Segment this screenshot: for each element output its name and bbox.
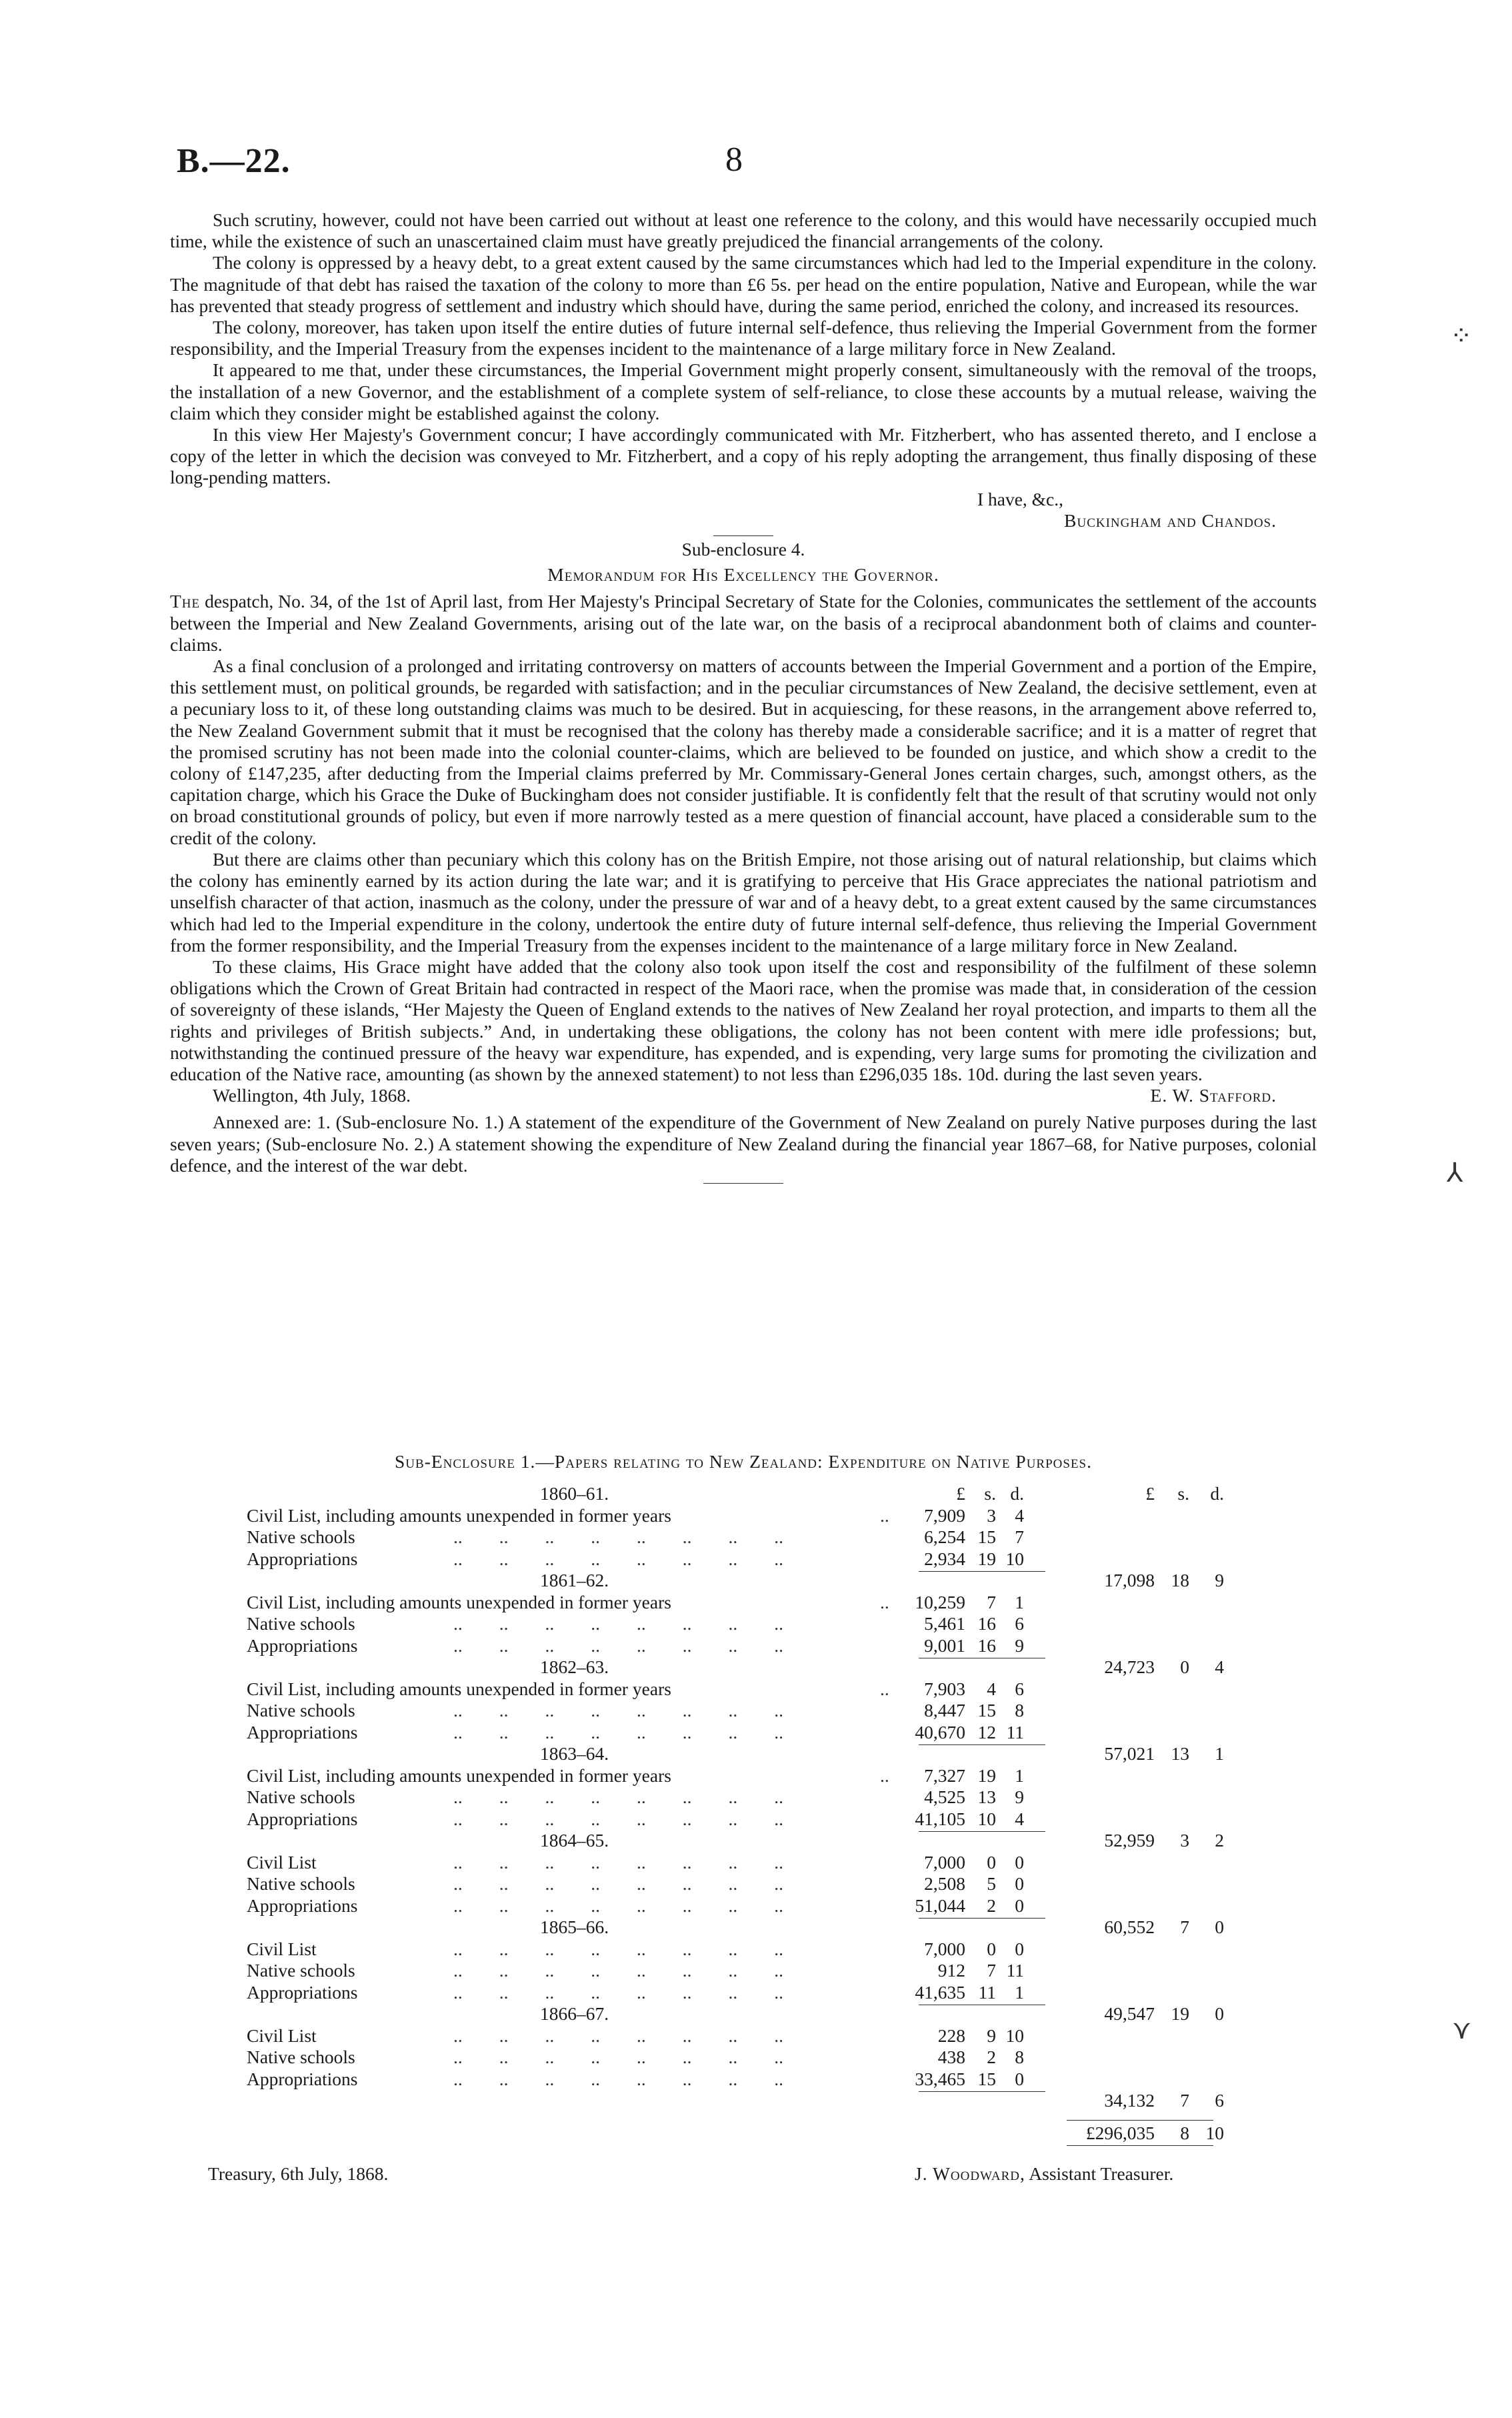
pounds-value: 8,447 xyxy=(924,1700,965,1720)
pounds-value: 41,105 xyxy=(915,1808,965,1829)
pence-value: 10 xyxy=(1005,1548,1024,1569)
row-label: Appropriations xyxy=(247,1548,358,1569)
shillings-value: s. xyxy=(984,1483,996,1504)
document-reference: B.—22. xyxy=(177,142,291,180)
memo-title: Memorandum for His Excellency the Governor. xyxy=(547,564,939,585)
year-heading: 1865–66. xyxy=(540,1917,609,1937)
leader-dots: .. xyxy=(880,1591,889,1612)
table-row xyxy=(247,2047,1260,2069)
pence-value: 11 xyxy=(1006,1721,1024,1742)
row-label: Civil List, including amounts unexpended in former years xyxy=(247,1504,671,1526)
pence-value: 9 xyxy=(1015,1786,1024,1807)
table-row xyxy=(247,1526,1260,1548)
letter-body xyxy=(170,209,1317,1192)
footer-place-date: Treasury, 6th July, 1868. xyxy=(208,2163,389,2184)
row-label: Appropriations xyxy=(247,1808,358,1829)
footer-signature: J. Woodward, Assistant Treasurer. xyxy=(915,2163,1174,2184)
pounds-value: 4,525 xyxy=(924,1786,965,1807)
table-row xyxy=(247,1982,1260,2004)
shillings-value: 7 xyxy=(987,1591,996,1612)
pounds-value: 17,098 xyxy=(1104,1570,1155,1590)
row-label: Appropriations xyxy=(247,1895,358,1916)
table-row xyxy=(247,2069,1260,2091)
shillings-value: 13 xyxy=(977,1786,996,1807)
memo-signature: E. W. Stafford. xyxy=(1150,1085,1277,1106)
pence-value: 4 xyxy=(1215,1656,1224,1677)
pounds-value: 52,959 xyxy=(1104,1830,1155,1851)
table-row xyxy=(247,1895,1260,1917)
letter-signature: Buckingham and Chandos. xyxy=(1064,509,1277,531)
leader-dots: .. .. .. .. .. .. .. .. xyxy=(453,1786,783,1807)
shillings-value: 8 xyxy=(1180,2122,1189,2143)
pounds-value: 438 xyxy=(937,2047,965,2067)
table-row xyxy=(247,1722,1260,1744)
shillings-value: 15 xyxy=(977,2068,996,2089)
pence-value: 0 xyxy=(1215,2003,1224,2024)
table-row xyxy=(247,1548,1260,1570)
leader-dots: .. .. .. .. .. .. .. .. xyxy=(453,2068,783,2089)
pounds-value: 5,461 xyxy=(924,1613,965,1634)
table-row xyxy=(247,1613,1260,1635)
annexed-note: Annexed are: 1. (Sub-enclosure No. 1.) A statement of the expenditure of the Government of New Zealand on purely Native purposes during the last seven years; (Sub-enclosure No. 2.) A statement showing the expenditure of New Zealand during the financial year 1867–68, for Native purposes, colonial defence, and the interest of the war debt. xyxy=(170,1112,1317,1176)
pence-value: 0 xyxy=(1015,1938,1024,1959)
row-label: Native schools xyxy=(247,1873,355,1894)
table-row xyxy=(247,1960,1260,1982)
letter-paragraph: In this view Her Majesty's Government concur; I have accordingly communicated with Mr. Fitzherbert, who has assented thereto, and I enclose a copy of the letter in which the decision was conveyed to Mr. Fitzherbert, and a copy of his reply adopting the arrangement, thus finally disposing of these long-pending matters. xyxy=(170,424,1317,488)
row-label: Civil List xyxy=(247,1851,317,1873)
pounds-value: 7,909 xyxy=(924,1504,965,1526)
pounds-value: 228 xyxy=(937,2025,965,2046)
table-row xyxy=(247,1852,1260,1874)
table-row xyxy=(247,1765,1260,1787)
shillings-value: 19 xyxy=(977,1548,996,1569)
subtotal-rule xyxy=(919,1918,1045,1919)
letter-paragraph: It appeared to me that, under these circumstances, the Imperial Government might properly consent, simultaneously with the removal of the troops, the installation of a new Governor, and the establishment of a complete system of self-reliance, to close these accounts by a mutual release, waiving the claim which they consider might be established against the colony. xyxy=(170,359,1317,423)
leader-dots: .. .. .. .. .. .. .. .. xyxy=(453,2025,783,2046)
row-label: Civil List, including amounts unexpended in former years xyxy=(247,1678,671,1699)
pounds-value: 9,001 xyxy=(924,1634,965,1656)
year-heading: 1861–62. xyxy=(540,1570,609,1590)
leader-dots: .. .. .. .. .. .. .. .. xyxy=(453,1700,783,1720)
pence-value: 1 xyxy=(1215,1743,1224,1764)
leader-dots: .. .. .. .. .. .. .. .. xyxy=(453,1526,783,1547)
pounds-value: 24,723 xyxy=(1104,1656,1155,1677)
pounds-value: 51,044 xyxy=(915,1895,965,1916)
leader-dots: .. .. .. .. .. .. .. .. xyxy=(453,2047,783,2067)
pounds-value: 34,132 xyxy=(1104,2090,1155,2111)
separator-dash xyxy=(713,535,773,536)
leader-dots: .. .. .. .. .. .. .. .. xyxy=(453,1613,783,1634)
leader-dots: .. xyxy=(880,1504,889,1526)
row-label: Civil List xyxy=(247,2025,317,2046)
shillings-value: 15 xyxy=(977,1700,996,1720)
table-row xyxy=(247,1592,1260,1614)
grand-total-rule xyxy=(1067,2120,1213,2121)
letter-paragraph: Such scrutiny, however, could not have been carried out without at least one reference to the colony, and this would have necessarily occupied much time, while the existence of such an unascertained claim must have greatly prejudiced the financial arrangements of the colony. xyxy=(170,209,1317,252)
year-heading: 1864–65. xyxy=(540,1830,609,1851)
shillings-value: 2 xyxy=(987,1895,996,1916)
letter-paragraph: The colony is oppressed by a heavy debt, to a great extent caused by the same circumstances which had led to the Imperial expenditure in the colony. The magnitude of that debt has raised the taxation of the colony to more than £6 5s. per head on the entire population, Native and European, while the war has prevented that steady progress of settlement and industry which should have, during the same period, enriched the colony, and increased its resources. xyxy=(170,252,1317,316)
pence-value: d. xyxy=(1210,1483,1224,1504)
leader-dots: .. .. .. .. .. .. .. .. xyxy=(453,1851,783,1873)
pence-value: 8 xyxy=(1015,1700,1024,1720)
margin-mark: ⅄ xyxy=(1447,1158,1463,1188)
letter-paragraph: The colony, moreover, has taken upon itself the entire duties of future internal self-defence, thus relieving the Imperial Government from the former responsibility, and the Imperial Treasury from the expenses incident to the maintenance of a large military force in New Zealand. xyxy=(170,317,1317,359)
table-row xyxy=(247,1873,1260,1895)
pence-value: 4 xyxy=(1015,1504,1024,1526)
year-heading: 1866–67. xyxy=(540,2003,609,2024)
shillings-value: 19 xyxy=(1171,2003,1189,2024)
shillings-value: 7 xyxy=(1180,1917,1189,1937)
grand-total-underline xyxy=(1067,2145,1213,2146)
pounds-value: 49,547 xyxy=(1104,2003,1155,2024)
memo-paragraph: The despatch, No. 34, of the 1st of April last, from Her Majesty's Principal Secretary of State for the Colonies, communicates the settlement of the accounts between the Imperial and New Zealand Governments, arising out of the late war, on the basis of a reciprocal abandonment both of claims and counter-claims. xyxy=(170,591,1317,655)
shillings-value: 7 xyxy=(1180,2090,1189,2111)
row-label: Appropriations xyxy=(247,1721,358,1742)
separator-rule xyxy=(703,1183,783,1184)
shillings-value: 0 xyxy=(987,1938,996,1959)
shillings-value: 10 xyxy=(977,1808,996,1829)
subtotal-rule xyxy=(919,1571,1045,1572)
year-heading: 1862–63. xyxy=(540,1656,609,1677)
leader-dots: .. .. .. .. .. .. .. .. xyxy=(453,1938,783,1959)
pounds-value: 10,259 xyxy=(915,1591,965,1612)
pounds-value: 41,635 xyxy=(915,1981,965,2003)
shillings-value: 18 xyxy=(1171,1570,1189,1590)
shillings-value: 0 xyxy=(987,1851,996,1873)
pounds-value: 7,000 xyxy=(924,1938,965,1959)
table-row xyxy=(247,1808,1260,1831)
margin-mark: ⁘ xyxy=(1450,321,1473,351)
letter-closing: I have, &c., xyxy=(977,488,1063,509)
pence-value: 1 xyxy=(1015,1764,1024,1786)
memo-signoff xyxy=(170,1085,1317,1106)
year-heading: 1860–61. xyxy=(540,1483,609,1504)
pounds-value: 7,327 xyxy=(924,1764,965,1786)
shillings-value: 16 xyxy=(977,1613,996,1634)
shillings-value: 0 xyxy=(1180,1656,1189,1677)
leader-dots: .. .. .. .. .. .. .. .. xyxy=(453,1548,783,1569)
shillings-value: 16 xyxy=(977,1634,996,1656)
pence-value: 10 xyxy=(1005,2025,1024,2046)
pence-value: 8 xyxy=(1015,2047,1024,2067)
pence-value: 10 xyxy=(1205,2122,1224,2143)
pounds-value: 57,021 xyxy=(1104,1743,1155,1764)
margin-mark: ⋎ xyxy=(1452,2015,1472,2045)
pounds-value: 7,903 xyxy=(924,1678,965,1699)
shillings-value: 19 xyxy=(977,1764,996,1786)
pence-value: 1 xyxy=(1015,1591,1024,1612)
pence-value: 6 xyxy=(1015,1678,1024,1699)
shillings-value: 15 xyxy=(977,1526,996,1547)
pounds-value: 33,465 xyxy=(915,2068,965,2089)
leader-dots: .. .. .. .. .. .. .. .. xyxy=(453,1895,783,1916)
leader-dots: .. xyxy=(880,1764,889,1786)
pence-value: 0 xyxy=(1015,1895,1024,1916)
subenclosure-heading: Sub-enclosure 4. xyxy=(681,539,805,560)
pounds-value: 2,508 xyxy=(924,1873,965,1894)
shillings-value: 12 xyxy=(977,1721,996,1742)
shillings-value: 2 xyxy=(987,2047,996,2067)
pence-value: 0 xyxy=(1015,2068,1024,2089)
table-row xyxy=(247,1678,1260,1700)
page-number: 8 xyxy=(725,141,743,179)
pence-value: 9 xyxy=(1015,1634,1024,1656)
pounds-value: 60,552 xyxy=(1104,1917,1155,1937)
leader-dots: .. .. .. .. .. .. .. .. xyxy=(453,1981,783,2003)
memo-paragraph: As a final conclusion of a prolonged and irritating controversy on matters of accounts between the Imperial Government and a portion of the Empire, this settlement must, on political grounds, be regarded with satisfaction; and in the peculiar circumstances of New Zealand, the decisive settlement, even at a pecuniary loss to it, of these long outstanding claims was much to be desired. But in acquiescing, for these reasons, in the arrangement above referred to, the New Zealand Government submit that it must be recognised that the colony has thereby made a considerable sacrifice; and it is a matter of regret that the promised scrutiny has not been made into the colonial counter-claims, which are believed to be founded on justice, and which show a credit to the colony of £147,235, after deducting from the Imperial claims preferred by Mr. Commissary-General Jones certain charges, such, amongst others, as the capitation charge, which his Grace the Duke of Buckingham does not consider justifiable. It is confidently felt that the result of that scrutiny would not only on broad constitutional grounds of policy, but even if more narrowly tested as a mere question of financial account, have placed a considerable sum to the credit of the colony. xyxy=(170,656,1317,848)
leader-dots: .. .. .. .. .. .. .. .. xyxy=(453,1960,783,1981)
row-label: Native schools xyxy=(247,1613,355,1634)
pence-value: 0 xyxy=(1015,1873,1024,1894)
memo-paragraph: But there are claims other than pecuniary which this colony has on the British Empire, not those arising out of natural relationship, but claims which the colony has eminently earned by its action during the late war; and it is gratifying to perceive that His Grace appreciates the national patriotism and unselfish character of that action, inasmuch as the colony, under the pressure of war and of a heavy debt, to a great extent caused by the same circumstances which had led to the Imperial expenditure in the colony, undertook the entire duty of future internal self-defence, thus relieving the Imperial Government from the former responsibility, and the Imperial Treasury from the expenses incident to the maintenance of a large military force in New Zealand. xyxy=(170,848,1317,956)
row-label: Native schools xyxy=(247,1960,355,1981)
leader-dots: .. .. .. .. .. .. .. .. xyxy=(453,1721,783,1742)
pence-value: d. xyxy=(1010,1483,1024,1504)
table-row xyxy=(247,2025,1260,2047)
table-title: Sub-Enclosure 1.—Papers relating to New Zealand: Expenditure on Native Purposes. xyxy=(395,1451,1092,1472)
memo-lead-word: The xyxy=(170,591,201,612)
shillings-value: 7 xyxy=(987,1960,996,1981)
pence-value: 2 xyxy=(1215,1830,1224,1851)
pounds-value: £ xyxy=(1145,1483,1155,1504)
table-row xyxy=(247,1505,1260,1527)
subtotal-rule xyxy=(919,1744,1045,1745)
row-label: Appropriations xyxy=(247,1981,358,2003)
memo-place-date: Wellington, 4th July, 1868. xyxy=(213,1085,411,1106)
leader-dots: .. .. .. .. .. .. .. .. xyxy=(453,1634,783,1656)
row-label: Appropriations xyxy=(247,2068,358,2089)
pounds-value: 7,000 xyxy=(924,1851,965,1873)
shillings-value: 3 xyxy=(987,1504,996,1526)
pence-value: 6 xyxy=(1215,2090,1224,2111)
row-label: Civil List xyxy=(247,1938,317,1959)
shillings-value: s. xyxy=(1177,1483,1189,1504)
table-row xyxy=(247,1939,1260,1961)
pounds-value: 912 xyxy=(937,1960,965,1981)
pence-value: 9 xyxy=(1215,1570,1224,1590)
pence-value: 4 xyxy=(1015,1808,1024,1829)
leader-dots: .. .. .. .. .. .. .. .. xyxy=(453,1873,783,1894)
shillings-value: 5 xyxy=(987,1873,996,1894)
row-label: Native schools xyxy=(247,1700,355,1720)
pence-value: 11 xyxy=(1006,1960,1024,1981)
table-row xyxy=(247,1786,1260,1808)
year-heading: 1863–64. xyxy=(540,1743,609,1764)
pence-value: 7 xyxy=(1015,1526,1024,1547)
pence-value: 0 xyxy=(1215,1917,1224,1937)
shillings-value: 13 xyxy=(1171,1743,1189,1764)
row-label: Civil List, including amounts unexpended in former years xyxy=(247,1764,671,1786)
pounds-value: 40,670 xyxy=(915,1721,965,1742)
pounds-value: 2,934 xyxy=(924,1548,965,1569)
pounds-value: £296,035 xyxy=(1085,2122,1155,2143)
leader-dots: .. xyxy=(880,1678,889,1699)
pence-value: 6 xyxy=(1015,1613,1024,1634)
subtotal-rule xyxy=(919,1831,1045,1832)
row-label: Native schools xyxy=(247,1786,355,1807)
shillings-value: 11 xyxy=(978,1981,996,2003)
row-label: Native schools xyxy=(247,1526,355,1547)
memo-paragraph: To these claims, His Grace might have added that the colony also took upon itself the cost and responsibility of the fulfilment of these solemn obligations which the Crown of Great Britain had contracted in respect of the Maori race, when the promise was made that, in consideration of the cession of sovereignty of these islands, “Her Majesty the Queen of England extends to the natives of New Zealand her royal protection, and imparts to them all the rights and privileges of British subjects.” And, in undertaking these obligations, the colony has not been content with mere idle professions; but, notwithstanding the continued pressure of the heavy war expenditure, has expended, and is expending, very large sums for promoting the civilization and education of the Native race, amounting (as shown by the annexed statement) to not less than £296,035 18s. 10d. during the last seven years. xyxy=(170,956,1317,1084)
grand-total-row xyxy=(247,2123,1260,2145)
row-label: Appropriations xyxy=(247,1634,358,1656)
row-label: Native schools xyxy=(247,2047,355,2067)
table-row xyxy=(247,1700,1260,1722)
shillings-value: 4 xyxy=(987,1678,996,1699)
table-row xyxy=(247,1635,1260,1657)
shillings-value: 9 xyxy=(987,2025,996,2046)
row-label: Civil List, including amounts unexpended in former years xyxy=(247,1591,671,1612)
pence-value: 0 xyxy=(1015,1851,1024,1873)
pence-value: 1 xyxy=(1015,1981,1024,2003)
leader-dots: .. .. .. .. .. .. .. .. xyxy=(453,1808,783,1829)
pounds-value: £ xyxy=(956,1483,965,1504)
shillings-value: 3 xyxy=(1180,1830,1189,1851)
pounds-value: 6,254 xyxy=(924,1526,965,1547)
